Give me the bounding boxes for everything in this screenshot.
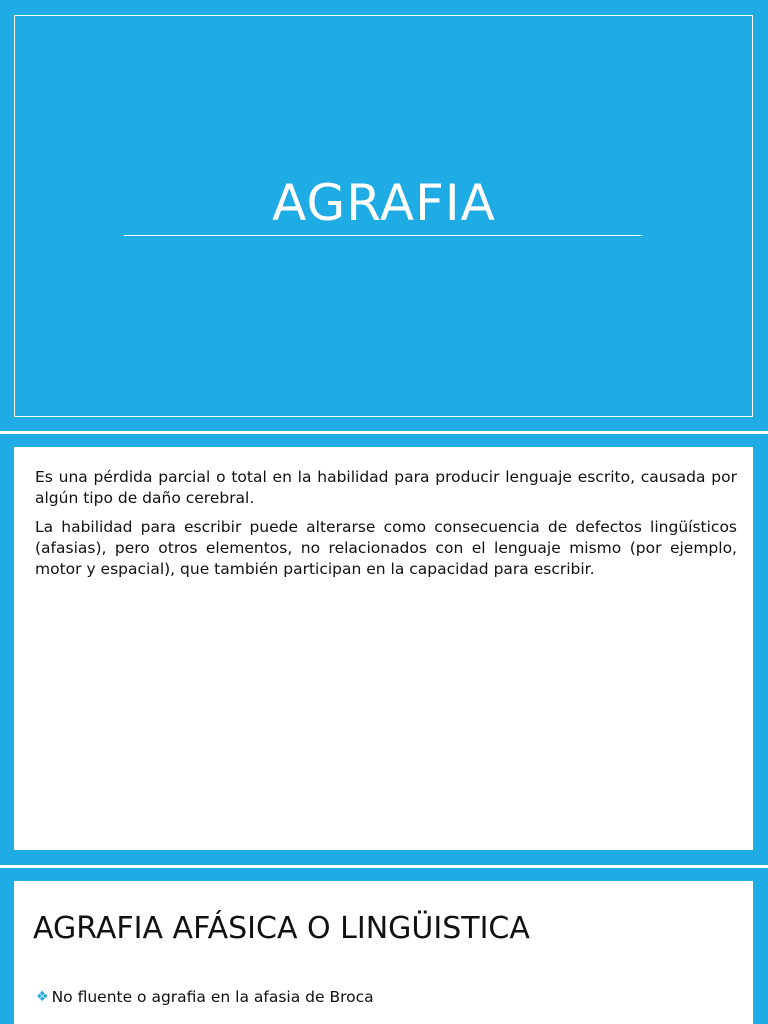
title-divider	[124, 235, 642, 236]
definition-paragraph: Es una pérdida parcial o total en la habilidad para producir lenguaje escrito, causada por algún tipo de daño cerebral.	[35, 468, 737, 507]
title-slide	[0, 0, 768, 431]
list-item-text: No fluente o agrafia en la afasia de Broca	[51, 988, 374, 1006]
explanation-paragraph: La habilidad para escribir puede alterarse como consecuencia de defectos lingüísticos (afasias), pero otros elementos, no relacionados con el lenguaje mismo (por ejemplo, motor y espacial), que también participan en la capacidad para escribir.	[35, 518, 737, 578]
content-panel	[14, 881, 753, 1024]
slide-heading: AGRAFIA AFÁSICA O LINGÜISTICA	[33, 911, 530, 946]
aphasic-agraphia-slide	[0, 868, 768, 1024]
list-item	[36, 987, 374, 1008]
content-panel	[14, 447, 753, 850]
diamond-bullet-icon: ❖	[36, 989, 49, 1005]
definition-slide	[0, 434, 768, 865]
slide-title: AGRAFIA	[272, 174, 496, 232]
